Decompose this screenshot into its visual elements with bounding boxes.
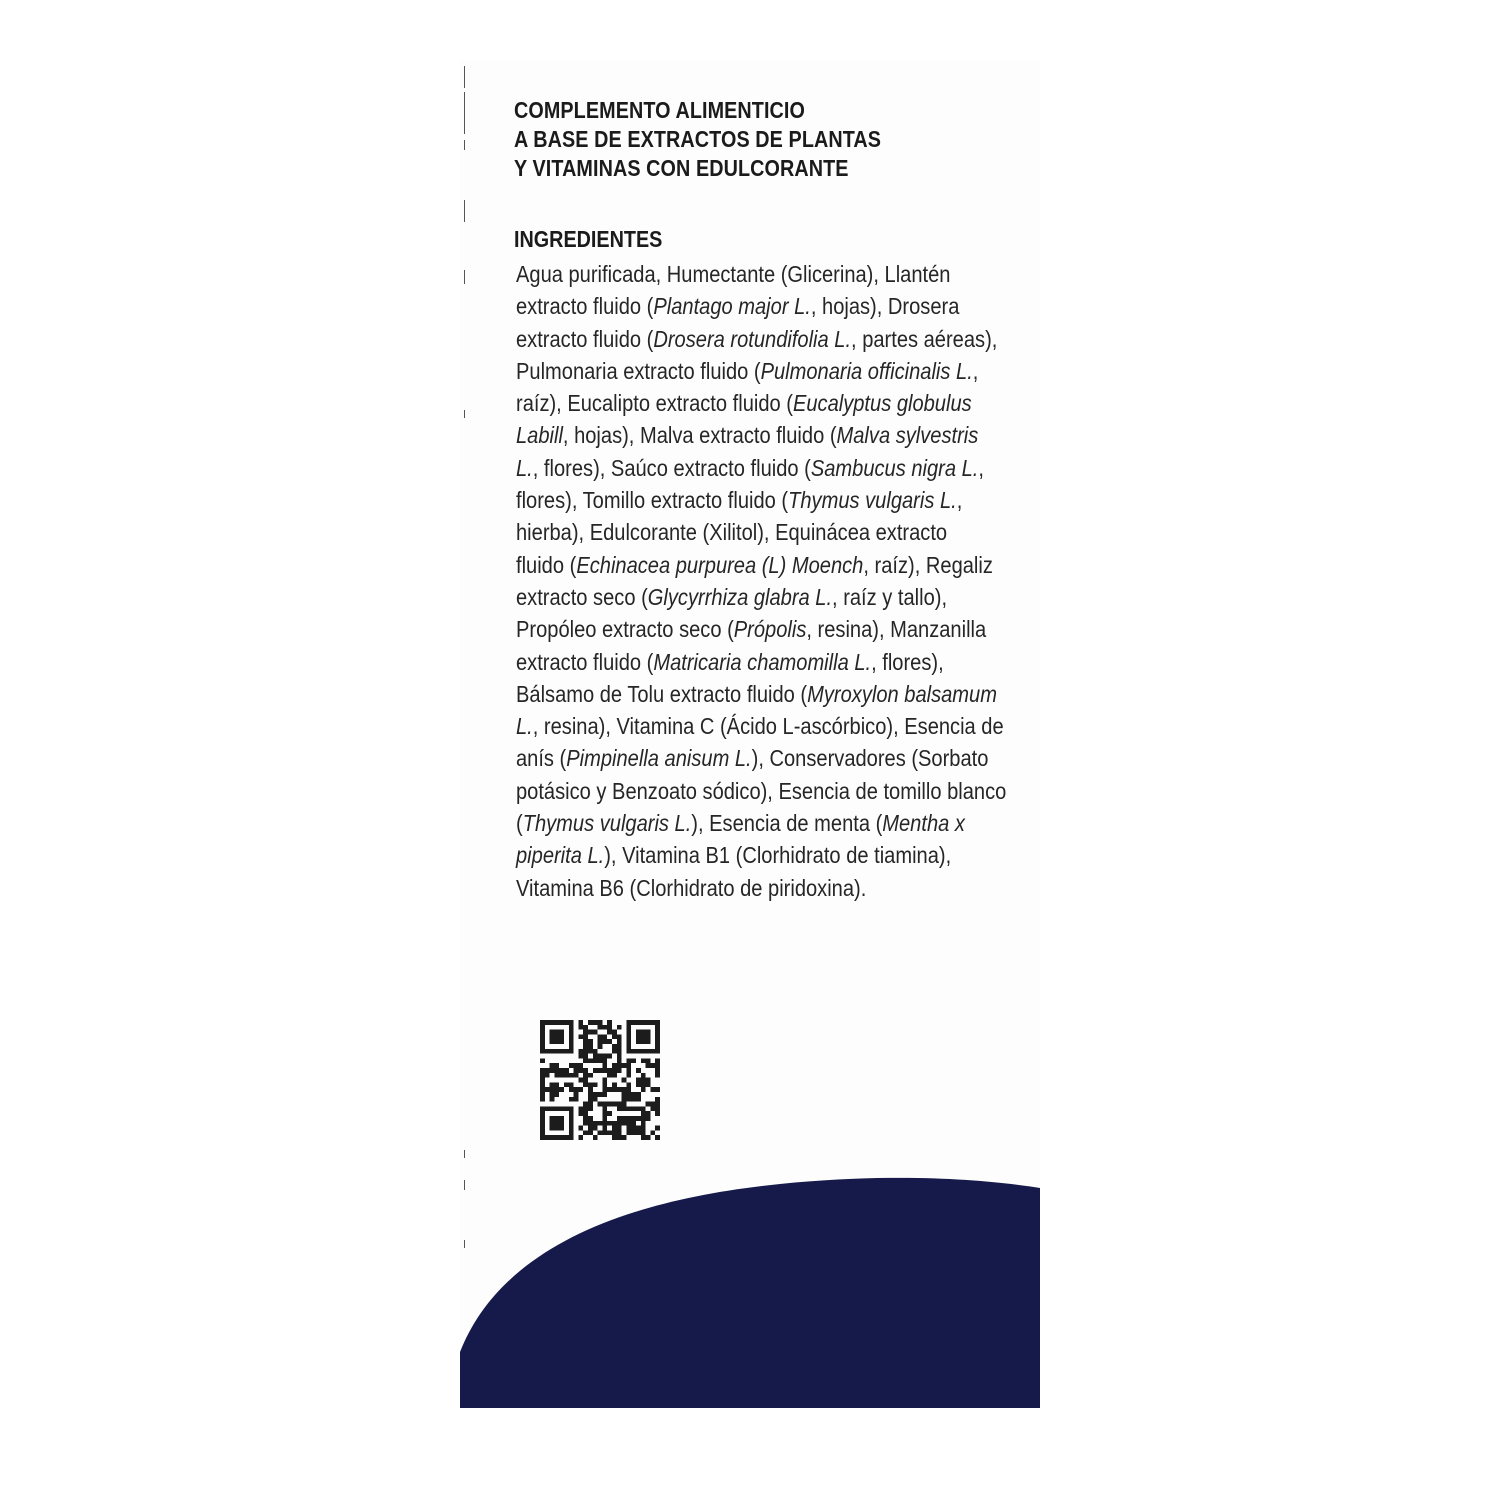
ingredients-line: hierba), Edulcorante (Xilitol), Equinácea extracto: [516, 519, 948, 546]
title-line: COMPLEMENTO ALIMENTICIO: [514, 97, 805, 123]
ingredients-line: flores), Tomillo extracto fluido (Thymus vulgaris L.,: [516, 487, 963, 514]
ingredients-line: anís (Pimpinella anisum L.), Conservadores (Sorbato: [516, 745, 989, 772]
ingredients-line: L., resina), Vitamina C (Ácido L-ascórbico), Esencia de: [516, 713, 1004, 740]
title-line: A BASE DE EXTRACTOS DE PLANTAS: [514, 126, 882, 152]
label-panel: [460, 60, 1040, 1408]
ingredients-line: (Thymus vulgaris L.), Esencia de menta (Mentha x: [516, 810, 965, 837]
ingredients-line: Propóleo extracto seco (Própolis, resina), Manzanilla: [516, 616, 987, 643]
ingredients-line: extracto fluido (Drosera rotundifolia L., partes aéreas),: [516, 325, 998, 352]
ingredients-line: extracto seco (Glycyrrhiza glabra L., raíz y tallo),: [516, 583, 948, 610]
ingredients-heading: INGREDIENTES: [514, 226, 663, 252]
ingredients-line: piperita L.), Vitamina B1 (Clorhidrato de tiamina),: [516, 842, 952, 869]
ingredients-line: extracto fluido (Plantago major L., hojas), Drosera: [516, 293, 960, 320]
navy-wave-band: [460, 60, 1040, 1408]
ingredients-line: potásico y Benzoato sódico), Esencia de tomillo blanco: [516, 777, 1007, 804]
ingredients-line: Agua purificada, Humectante (Glicerina), Llantén: [516, 261, 951, 287]
ingredients-line: fluido (Echinacea purpurea (L) Moench, raíz), Regaliz: [516, 551, 993, 578]
title-line: Y VITAMINAS CON EDULCORANTE: [514, 155, 849, 181]
ingredients-line: raíz), Eucalipto extracto fluido (Eucalyptus globulus: [516, 390, 972, 417]
ingredients-line: Labill, hojas), Malva extracto fluido (Malva sylvestris: [516, 422, 979, 449]
ingredients-line: extracto fluido (Matricaria chamomilla L., flores),: [516, 648, 944, 675]
ingredients-line: Vitamina B6 (Clorhidrato de piridoxina).: [516, 874, 867, 901]
ingredients-line: Pulmonaria extracto fluido (Pulmonaria officinalis L.,: [516, 357, 979, 384]
ingredients-line: Bálsamo de Tolu extracto fluido (Myroxylon balsamum: [516, 680, 997, 707]
ingredients-line: L., flores), Saúco extracto fluido (Sambucus nigra L.,: [516, 454, 984, 481]
